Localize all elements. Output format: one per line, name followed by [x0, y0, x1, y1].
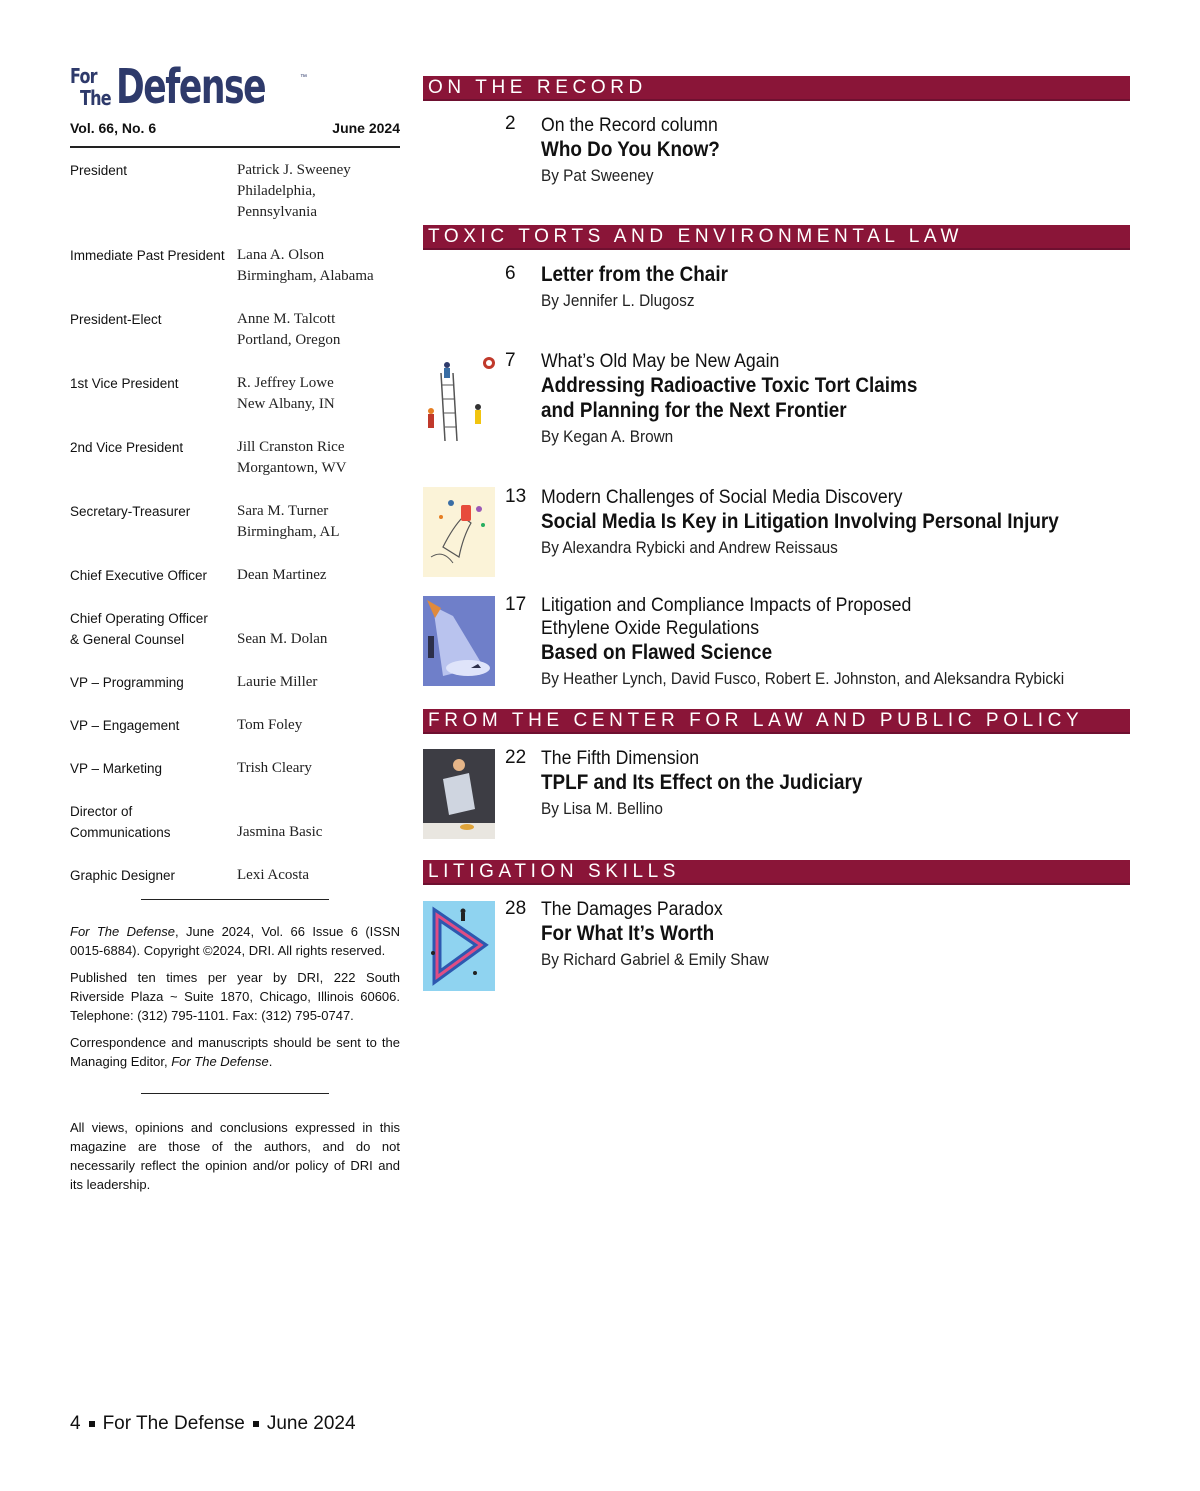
page-number: 28 — [505, 898, 527, 919]
officer-role: President-Elect — [70, 312, 162, 327]
toc-entry[interactable] — [423, 350, 1130, 487]
toc-entry[interactable] — [423, 487, 1130, 596]
toc-entry[interactable] — [423, 734, 1130, 860]
officer-role: VP – Marketing — [70, 761, 163, 776]
page-footer — [70, 1413, 356, 1435]
officer-role: Communications — [70, 825, 171, 840]
officer-role: Chief Operating Officer — [70, 611, 208, 626]
officer-row — [70, 758, 400, 801]
article-kicker: Modern Challenges of Social Media Discovery — [541, 487, 903, 508]
article-kicker: The Damages Paradox — [541, 899, 723, 920]
officer-name: Anne M. Talcott — [237, 311, 336, 327]
officer-row — [70, 608, 400, 672]
officer-row — [70, 565, 400, 608]
officer-name: Dean Martinez — [237, 567, 327, 583]
article-title[interactable]: Letter from the Chair — [541, 263, 728, 286]
for-the-defense-logo — [70, 59, 400, 115]
logo-the: The — [80, 86, 111, 110]
punctuation: . — [268, 1054, 273, 1069]
officer-role: Director of — [70, 804, 133, 819]
logo-trademark: ™ — [300, 74, 307, 81]
publication-title: For The Defense — [70, 924, 176, 939]
officer-location: New Albany, IN — [237, 396, 335, 412]
article-title[interactable]: Social Media Is Key in Litigation Involving Personal Injury — [541, 510, 1059, 533]
article-title[interactable]: TPLF and Its Effect on the Judiciary — [541, 771, 863, 794]
publisher-info: Published ten times per year by DRI, 222 South Riverside Plaza ~ Suite 1870, Chicago, Illinois 60606. Telephone: (312) 795-1101. Fax: (312) 795-0747. — [70, 970, 400, 1023]
masthead-column — [70, 59, 401, 1202]
officer-role: & General Counsel — [70, 632, 185, 647]
issue-date: June 2024 — [332, 120, 400, 136]
officer-role: President — [70, 163, 128, 178]
officer-name: Lana A. Olson — [237, 247, 325, 263]
section-header-center-for-law: FROM THE CENTER FOR LAW AND PUBLIC POLICY — [423, 709, 1130, 734]
volume-number: Vol. 66, No. 6 — [70, 120, 157, 136]
officer-role: Graphic Designer — [70, 868, 176, 883]
officer-role: 2nd Vice President — [70, 440, 184, 455]
officer-location: Philadelphia, — [237, 183, 316, 199]
logo-defense: Defense — [116, 59, 266, 115]
article-title[interactable]: Based on Flawed Science — [541, 641, 773, 664]
officer-role: VP – Engagement — [70, 718, 180, 733]
section-header-toxic-torts: TOXIC TORTS AND ENVIRONMENTAL LAW — [423, 225, 1130, 250]
copyright-text: , June 2024, Vol. 66 Issue 6 (ISSN 0015-6884). Copyright ©2024, DRI. All rights reserved. — [70, 924, 401, 958]
toc-entry[interactable] — [423, 250, 1130, 353]
officer-row — [70, 865, 400, 899]
officer-role: Secretary-Treasurer — [70, 504, 191, 519]
article-title-continued[interactable]: and Planning for the Next Frontier — [541, 399, 847, 422]
officer-list — [70, 160, 400, 899]
page-number: 7 — [505, 350, 516, 371]
article-byline: By Lisa M. Bellino — [541, 800, 663, 818]
officer-name: Jill Cranston Rice — [237, 439, 345, 455]
officer-location: Portland, Oregon — [237, 332, 341, 348]
officer-location: Birmingham, Alabama — [237, 268, 374, 284]
page-number: 13 — [505, 486, 527, 507]
officer-location: Birmingham, AL — [237, 524, 340, 540]
ladder-illustration-icon — [423, 353, 495, 443]
officer-row — [70, 373, 400, 437]
footer-page-number: 4 — [70, 1413, 81, 1434]
officer-row — [70, 160, 400, 245]
article-kicker: Litigation and Compliance Impacts of Proposed — [541, 595, 912, 616]
officer-location: Pennsylvania — [237, 204, 317, 220]
officer-row — [70, 437, 400, 501]
officer-name: R. Jeffrey Lowe — [237, 375, 334, 391]
article-kicker: The Fifth Dimension — [541, 748, 700, 769]
officer-role: Immediate Past President — [70, 248, 225, 263]
bullet-square-icon — [253, 1421, 259, 1427]
article-title[interactable]: Who Do You Know? — [541, 138, 720, 161]
logo-for: For — [70, 64, 97, 88]
officer-name: Sara M. Turner — [237, 503, 329, 519]
officer-name: Jasmina Basic — [237, 824, 323, 840]
officer-row — [70, 715, 400, 758]
officer-name: Patrick J. Sweeney — [237, 162, 351, 178]
publication-title: For The Defense — [171, 1054, 269, 1069]
officer-name: Lexi Acosta — [237, 867, 310, 883]
officer-role: 1st Vice President — [70, 376, 179, 391]
toc-entry[interactable] — [423, 596, 1130, 706]
footer-publication: For The Defense — [102, 1413, 245, 1434]
article-byline: By Kegan A. Brown — [541, 428, 674, 446]
toc-entry[interactable] — [423, 101, 1130, 201]
footer-date: June 2024 — [266, 1413, 356, 1434]
article-byline: By Heather Lynch, David Fusco, Robert E. Johnston, and Aleksandra Rybicki — [541, 670, 1065, 688]
page-number: 6 — [505, 263, 516, 284]
officer-row — [70, 245, 400, 309]
page-number: 17 — [505, 594, 527, 615]
officer-row — [70, 309, 400, 373]
table-of-contents — [423, 76, 1130, 1005]
officer-row — [70, 501, 400, 565]
section-header-on-the-record: ON THE RECORD — [423, 76, 1130, 101]
article-byline: By Alexandra Rybicki and Andrew Reissaus — [541, 539, 838, 557]
officer-name: Laurie Miller — [237, 674, 318, 690]
correspondence-text: Correspondence and manuscripts should be sent to the Managing Editor, — [70, 1035, 400, 1069]
officer-name: Sean M. Dolan — [237, 631, 328, 647]
officer-role: Chief Executive Officer — [70, 568, 208, 583]
officer-location: Morgantown, WV — [237, 460, 347, 476]
article-title[interactable]: Addressing Radioactive Toxic Tort Claims — [541, 374, 918, 397]
bullet-square-icon — [89, 1421, 95, 1427]
article-byline: By Pat Sweeney — [541, 167, 654, 185]
article-byline: By Richard Gabriel & Emily Shaw — [541, 951, 769, 969]
page-number: 2 — [505, 113, 516, 134]
page-number: 22 — [505, 747, 527, 768]
copyright-notice — [70, 922, 400, 960]
paradox-illustration-icon — [423, 901, 495, 991]
article-kicker-continued: Ethylene Oxide Regulations — [541, 618, 760, 639]
disclaimer: All views, opinions and conclusions expressed in this magazine are those of the authors, and do not necessarily reflect the opinion and/or policy of DRI and its leadership. — [70, 1120, 400, 1192]
officer-name: Trish Cleary — [237, 760, 312, 776]
officer-name: Tom Foley — [237, 717, 303, 733]
article-title[interactable]: For What It’s Worth — [541, 922, 715, 945]
social-media-illustration-icon — [423, 487, 495, 577]
article-kicker: On the Record column — [541, 115, 718, 136]
article-byline: By Jennifer L. Dlugosz — [541, 292, 695, 310]
spotlight-illustration-icon — [423, 596, 495, 686]
correspondence-notice — [70, 1033, 400, 1071]
toc-entry[interactable] — [423, 885, 1130, 1005]
section-header-litigation-skills: LITIGATION SKILLS — [423, 860, 1130, 885]
officer-row — [70, 672, 400, 715]
article-kicker: What’s Old May be New Again — [541, 351, 780, 372]
officer-role: VP – Programming — [70, 675, 184, 690]
issue-info — [70, 120, 400, 148]
funding-illustration-icon — [423, 749, 495, 839]
officer-row — [70, 801, 400, 865]
